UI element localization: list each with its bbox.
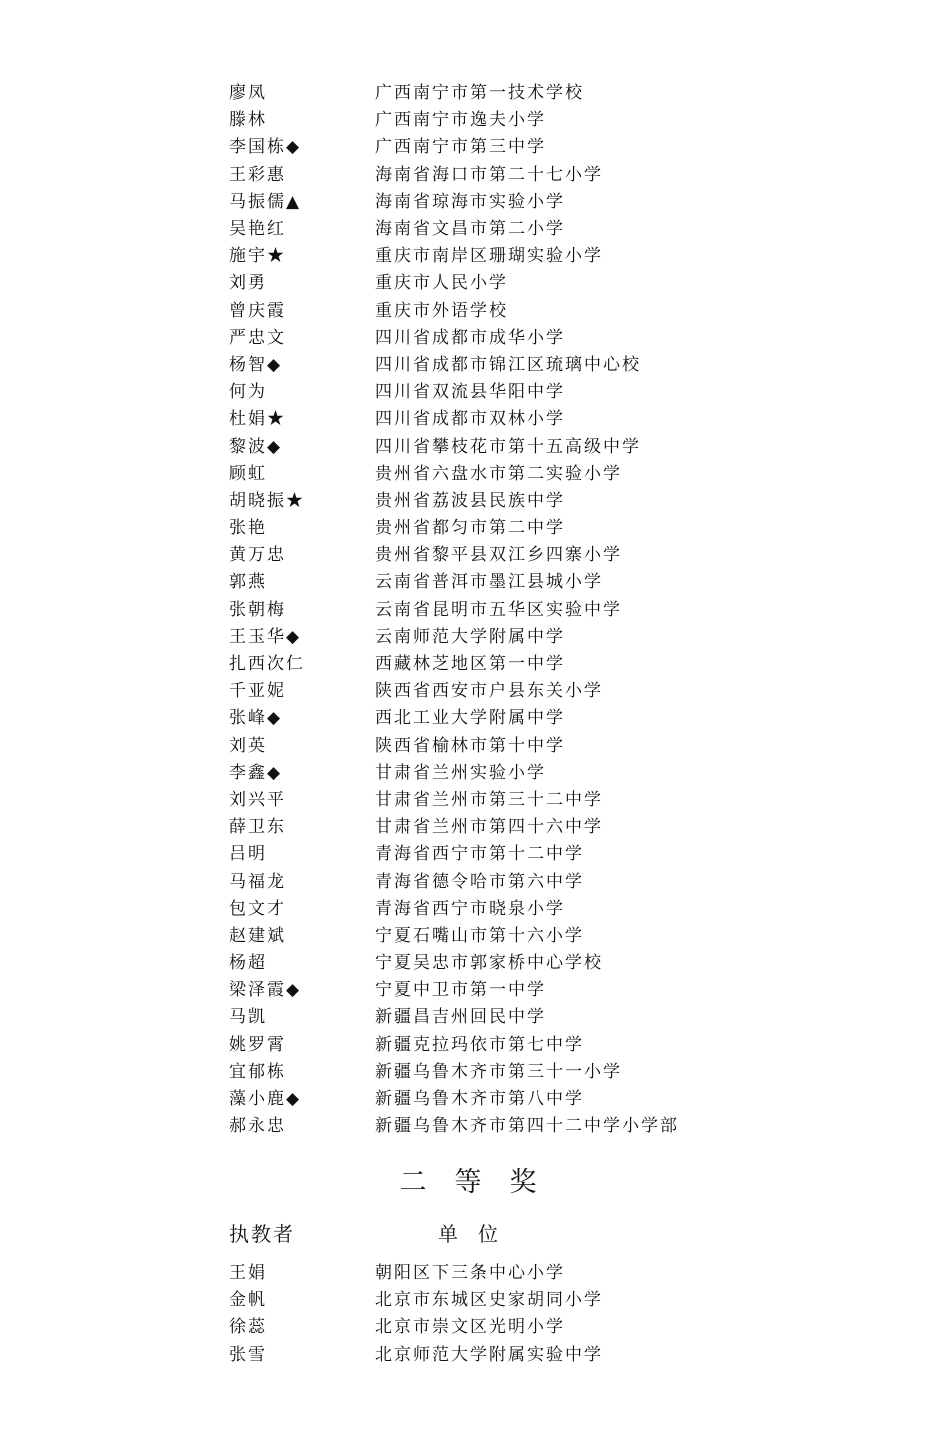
- teacher-name: 张艳: [229, 518, 267, 539]
- teacher-name: 薛卫东: [229, 817, 286, 838]
- list-item: [229, 974, 789, 1001]
- school-name: 新疆昌吉州回民中学: [375, 1007, 546, 1028]
- section-title-second-prize: 二等奖: [399, 1167, 565, 1198]
- teacher-name: 王娟: [229, 1263, 267, 1284]
- school-name: 海南省海口市第二十七小学: [375, 164, 603, 185]
- teacher-name: 吕明: [229, 844, 267, 865]
- teacher-name: 包文才: [229, 898, 286, 919]
- list-item: [229, 240, 789, 267]
- list-item: [229, 648, 789, 675]
- list-item: [229, 730, 789, 757]
- school-name: 广西南宁市第一技术学校: [375, 83, 584, 104]
- teacher-name: 刘兴平: [229, 789, 286, 810]
- teacher-name: 黎波◆: [229, 436, 283, 457]
- list-item: [229, 485, 789, 512]
- teacher-name: 刘勇: [229, 273, 267, 294]
- school-name: 宁夏石嘴山市第十六小学: [375, 925, 584, 946]
- school-name: 贵州省黎平县双江乡四寨小学: [375, 545, 622, 566]
- school-name: 贵州省六盘水市第二实验小学: [375, 463, 622, 484]
- teacher-name: 藻小鹿◆: [229, 1089, 302, 1110]
- list-item: [229, 403, 789, 430]
- teacher-name: 梁泽霞◆: [229, 980, 302, 1001]
- list-item: [229, 430, 789, 457]
- teacher-name: 郝永忠: [229, 1116, 286, 1137]
- school-name: 云南省昆明市五华区实验中学: [375, 599, 622, 620]
- teacher-name: 张雪: [229, 1344, 267, 1365]
- school-name: 新疆乌鲁木齐市第三十一小学: [375, 1061, 622, 1082]
- teacher-name: 王彩惠: [229, 164, 286, 185]
- school-name: 陕西省榆林市第十中学: [375, 735, 565, 756]
- second-prize-list: [229, 1257, 789, 1366]
- list-item: [229, 186, 789, 213]
- school-name: 甘肃省兰州市第三十二中学: [375, 789, 603, 810]
- school-name: 海南省文昌市第二小学: [375, 219, 565, 240]
- list-item: [229, 131, 789, 158]
- list-item: [229, 1311, 789, 1338]
- teacher-name: 王玉华◆: [229, 626, 302, 647]
- teacher-name: 张峰◆: [229, 708, 283, 729]
- teacher-name: 严忠文: [229, 327, 286, 348]
- teacher-name: 徐蕊: [229, 1317, 267, 1338]
- teacher-name: 刘英: [229, 735, 267, 756]
- teacher-name: 千亚妮: [229, 681, 286, 702]
- school-name: 青海省德令哈市第六中学: [375, 871, 584, 892]
- teacher-name: 施宇★: [229, 246, 286, 267]
- list-item: [229, 1001, 789, 1028]
- list-item: [229, 295, 789, 322]
- list-item: [229, 322, 789, 349]
- school-name: 贵州省荔波县民族中学: [375, 490, 565, 511]
- list-item: [229, 512, 789, 539]
- teacher-name: 马凯: [229, 1007, 267, 1028]
- teacher-name: 胡晓振★: [229, 490, 305, 511]
- teacher-name: 曾庆霞: [229, 300, 286, 321]
- list-item: [229, 702, 789, 729]
- list-item: [229, 213, 789, 240]
- list-item: [229, 1339, 789, 1366]
- school-name: 四川省成都市锦江区琉璃中心校: [375, 354, 641, 375]
- teacher-name: 马福龙: [229, 871, 286, 892]
- header-teacher: 执教者: [229, 1221, 295, 1246]
- school-name: 广西南宁市第三中学: [375, 137, 546, 158]
- teacher-name: 廖凤: [229, 83, 267, 104]
- school-name: 青海省西宁市第十二中学: [375, 844, 584, 865]
- list-item: [229, 566, 789, 593]
- school-name: 朝阳区下三条中心小学: [375, 1263, 565, 1284]
- school-name: 陕西省西安市户县东关小学: [375, 681, 603, 702]
- list-item: [229, 458, 789, 485]
- table-header: [229, 1216, 789, 1248]
- teacher-name: 姚罗霄: [229, 1034, 286, 1055]
- school-name: 重庆市人民小学: [375, 273, 508, 294]
- teacher-name: 马振儒▲: [229, 191, 302, 212]
- list-item: [229, 1083, 789, 1110]
- list-item: [229, 267, 789, 294]
- teacher-name: 顾虹: [229, 463, 267, 484]
- school-name: 广西南宁市逸夫小学: [375, 110, 546, 131]
- school-name: 新疆乌鲁木齐市第四十二中学小学部: [375, 1116, 679, 1137]
- school-name: 甘肃省兰州市第四十六中学: [375, 817, 603, 838]
- teacher-name: 杨超: [229, 953, 267, 974]
- list-item: [229, 947, 789, 974]
- school-name: 甘肃省兰州实验小学: [375, 762, 546, 783]
- school-name: 重庆市南岸区珊瑚实验小学: [375, 246, 603, 267]
- school-name: 云南省普洱市墨江县城小学: [375, 572, 603, 593]
- list-item: [229, 77, 789, 104]
- teacher-name: 黄万忠: [229, 545, 286, 566]
- list-item: [229, 349, 789, 376]
- list-item: [229, 621, 789, 648]
- list-item: [229, 865, 789, 892]
- list-item: [229, 920, 789, 947]
- school-name: 西北工业大学附属中学: [375, 708, 565, 729]
- teacher-name: 杜娟★: [229, 409, 286, 430]
- school-name: 云南师范大学附属中学: [375, 626, 565, 647]
- teacher-name: 李国栋◆: [229, 137, 302, 158]
- school-name: 宁夏中卫市第一中学: [375, 980, 546, 1001]
- list-item: [229, 811, 789, 838]
- list-item: [229, 1110, 789, 1137]
- school-name: 新疆克拉玛依市第七中学: [375, 1034, 584, 1055]
- school-name: 北京市东城区史家胡同小学: [375, 1290, 603, 1311]
- school-name: 贵州省都匀市第二中学: [375, 518, 565, 539]
- school-name: 重庆市外语学校: [375, 300, 508, 321]
- teacher-name: 扎西次仁: [229, 654, 305, 675]
- teacher-name: 赵建斌: [229, 925, 286, 946]
- teacher-name: 滕林: [229, 110, 267, 131]
- school-name: 四川省成都市双林小学: [375, 409, 565, 430]
- list-item: [229, 1284, 789, 1311]
- school-name: 四川省成都市成华小学: [375, 327, 565, 348]
- list-item: [229, 594, 789, 621]
- list-item: [229, 1029, 789, 1056]
- list-item: [229, 1257, 789, 1284]
- school-name: 北京市崇文区光明小学: [375, 1317, 565, 1338]
- list-item: [229, 784, 789, 811]
- teacher-name: 杨智◆: [229, 354, 283, 375]
- header-unit: 单位: [438, 1221, 518, 1246]
- list-item: [229, 757, 789, 784]
- list-item: [229, 675, 789, 702]
- teacher-name: 金帆: [229, 1290, 267, 1311]
- list-item: [229, 838, 789, 865]
- school-name: 海南省琼海市实验小学: [375, 191, 565, 212]
- teacher-name: 吴艳红: [229, 219, 286, 240]
- list-item: [229, 104, 789, 131]
- list-item: [229, 893, 789, 920]
- list-item: [229, 159, 789, 186]
- teacher-name: 张朝梅: [229, 599, 286, 620]
- list-item: [229, 376, 789, 403]
- award-list-continued: [229, 77, 789, 1137]
- list-item: [229, 1056, 789, 1083]
- teacher-name: 何为: [229, 382, 267, 403]
- school-name: 新疆乌鲁木齐市第八中学: [375, 1089, 584, 1110]
- school-name: 西藏林芝地区第一中学: [375, 654, 565, 675]
- school-name: 北京师范大学附属实验中学: [375, 1344, 603, 1365]
- teacher-name: 郭燕: [229, 572, 267, 593]
- school-name: 四川省双流县华阳中学: [375, 382, 565, 403]
- teacher-name: 宜郁栋: [229, 1061, 286, 1082]
- teacher-name: 李鑫◆: [229, 762, 283, 783]
- school-name: 四川省攀枝花市第十五高级中学: [375, 436, 641, 457]
- list-item: [229, 539, 789, 566]
- school-name: 宁夏吴忠市郭家桥中心学校: [375, 953, 603, 974]
- school-name: 青海省西宁市晓泉小学: [375, 898, 565, 919]
